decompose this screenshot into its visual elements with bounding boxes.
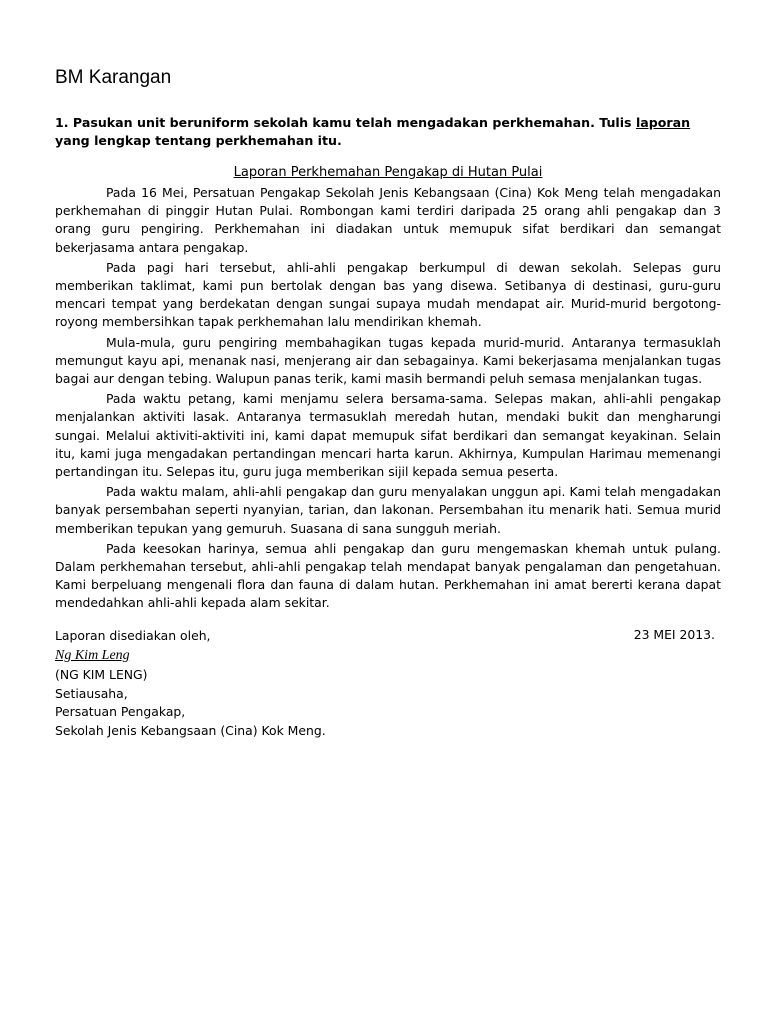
page-title: BM Karangan: [55, 67, 172, 88]
question-prompt: [55, 114, 721, 150]
paragraph: Pada waktu malam, ahli-ahli pengakap dan guru menyalakan unggun api. Kami telah mengadakan banyak persembahan seperti nyanyian, tarian, dan lakonan. Persembahan itu menarik hati. Semua murid memberikan tepukan yang gemuruh. Suasana di sana sungguh meriah.: [55, 484, 721, 536]
report-body: [55, 184, 721, 615]
signer-name: (NG KIM LENG): [55, 667, 148, 683]
report-date: 23 MEI 2013.: [633, 627, 715, 642]
paragraph: Pada pagi hari tersebut, ahli-ahli pengakap berkumpul di dewan sekolah. Selepas guru memberikan taklimat, kami pun bertolak dengan bas yang disewa. Setibanya di destinasi, guru-guru mencari tempat yang berdekatan dengan sungai supaya mudah mendapat air. Murid-murid bergotong-royong membersihkan tapak perkhemahan lalu mendirikan khemah.: [55, 259, 721, 330]
paragraph: Mula-mula, guru pengiring membahagikan tugas kepada murid-murid. Antaranya termasuklah memungut kayu api, menanak nasi, menjerang air dan sebagainya. Kami bekerjasama menjalankan tugas bagai aur dengan tebing. Walupun panas terik, kami masih bermandi peluh semasa menjalankan tugas.: [55, 334, 721, 387]
paragraph: Pada 16 Mei, Persatuan Pengakap Sekolah Jenis Kebangsaan (Cina) Kok Meng telah mengadakan perkhemahan di pinggir Hutan Pulai. Rombongan kami terdiri daripada 25 orang ahli pengakap dan 3 orang guru pengiring. Perkhemahan ini diadakan untuk memupuk sifat berdikari dan semangat bekerjasama antara pengakap.: [55, 185, 721, 255]
signer-school: Sekolah Jenis Kebangsaan (Cina) Kok Meng.: [55, 722, 326, 738]
paragraph: Pada keesokan harinya, semua ahli pengakap dan guru mengemaskan khemah untuk pulang. Dalam perkhemahan tersebut, ahli-ahli pengakap telah mendapat banyak pengalaman dan pengetahuan. Kami berpeluang mengenali flora dan fauna di dalam hutan. Perkhemahan ini amat bererti kerana dapat mendedahkan ahli-ahli kepada alam sekitar.: [55, 540, 721, 611]
signer-organization: Persatuan Pengakap,: [55, 704, 186, 720]
question-suffix: yang lengkap tentang perkhemahan itu.: [55, 133, 342, 149]
prepared-by-label: Laporan disediakan oleh,: [55, 628, 211, 643]
handwritten-signature: Ng Kim Leng: [55, 647, 130, 663]
question-emphasis: laporan: [635, 115, 691, 130]
signer-role: Setiausaha,: [55, 685, 128, 701]
paragraph: Pada waktu petang, kami menjamu selera bersama-sama. Selepas makan, ahli-ahli pengakap menjalankan aktiviti lasak. Antaranya termasuklah meredah hutan, mendaki bukit dan mengharungi sungai. Melalui aktiviti-aktiviti ini, kami dapat memupuk sifat berdikari dan semangat keyakinan. Selain itu, kami juga mengadakan pertandingan mencari harta karun. Akhirnya, Kumpulan Harimau memenangi pertandingan itu. Selepas itu, guru juga memberikan sijil kepada semua peserta.: [55, 391, 721, 480]
report-title: Laporan Perkhemahan Pengakap di Hutan Pulai: [233, 165, 543, 180]
signature-block: [55, 627, 721, 741]
question-prefix: 1. Pasukan unit beruniform sekolah kamu telah mengadakan perkhemahan. Tulis: [55, 115, 636, 130]
